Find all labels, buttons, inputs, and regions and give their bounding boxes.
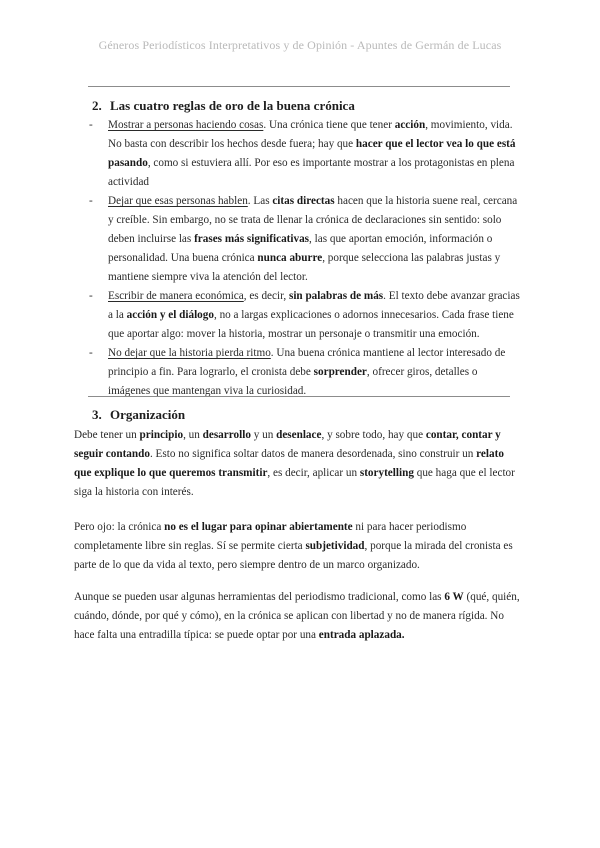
section-3-number: 3. — [92, 407, 102, 422]
text-run: , como si estuviera allí. Por eso es importante mostrar a los protagonistas en plena actividad — [108, 157, 515, 188]
bold-phrase: relato que explique lo que queremos transmitir — [74, 448, 504, 479]
section-2-heading — [92, 98, 355, 114]
page-header: Géneros Periodísticos Interpretativos y de Opinión - Apuntes de Germán de Lucas — [98, 38, 502, 52]
rule-item — [89, 287, 521, 344]
text-run: , porque la mirada del cronista es parte de lo que da vida al texto, pero siempre dentro de un marco organizado. — [74, 540, 513, 571]
text-run: Debe tener un — [74, 429, 140, 441]
top-divider — [88, 86, 510, 87]
bold-phrase: no es el lugar para opinar abiertamente — [164, 521, 353, 533]
text-run: . Las — [247, 195, 273, 207]
text-run: que haga que el lector siga la historia con interés. — [74, 467, 515, 498]
organization-paragraph-2 — [74, 518, 524, 575]
list-dash: - — [89, 290, 93, 302]
text-run: , ofrecer giros, detalles o imágenes que mantengan viva la curiosidad. — [108, 366, 478, 397]
bold-phrase: frases más significativas — [194, 233, 310, 245]
bold-phrase: sin palabras de más — [288, 290, 384, 302]
text-run: Aunque se pueden usar algunas herramientas del periodismo tradicional, como las — [74, 591, 445, 603]
text-run: y un — [250, 429, 277, 441]
text-run: , un — [183, 429, 203, 441]
bold-phrase: desenlace — [276, 429, 322, 441]
list-dash: - — [89, 195, 93, 207]
text-run: , movimiento, vida. No basta con describir los hechos desde fuera; hay que — [108, 119, 513, 150]
bold-phrase: storytelling — [359, 467, 414, 479]
bold-phrase: sorprender — [313, 366, 367, 378]
organization-paragraph-1 — [74, 426, 524, 502]
text-run: , y sobre todo, hay que — [321, 429, 426, 441]
text-run: , porque selecciona las palabras justas y mantiene siempre viva la atención del lector. — [108, 252, 501, 283]
rule-title: No dejar que la historia pierda ritmo — [108, 347, 271, 359]
bold-phrase: citas directas — [272, 195, 335, 207]
text-run: hacen que la historia suene real, cercana y creíble. Sin embargo, no se trata de llenar la crónica de declaraciones sin sentido: solo deben incluirse las — [108, 195, 518, 245]
bold-phrase: entrada aplazada. — [318, 629, 405, 641]
text-run: ni para hacer periodismo completamente libre sin reglas. Sí se permite cierta — [74, 521, 467, 552]
organization-paragraph-3 — [74, 588, 524, 645]
bold-phrase: 6 W — [444, 591, 464, 603]
rule-item — [89, 116, 521, 192]
bold-phrase: subjetividad — [305, 540, 365, 552]
golden-rules-list — [89, 116, 521, 401]
rule-title: Mostrar a personas haciendo cosas — [108, 119, 264, 131]
section-3-title: Organización — [110, 407, 186, 422]
list-dash: - — [89, 119, 93, 131]
text-run: . Una buena crónica mantiene al lector interesado de principio a fin. Para lograrlo, el cronista debe — [108, 347, 506, 378]
text-run: . Una crónica tiene que tener — [263, 119, 395, 131]
list-dash: - — [89, 347, 93, 359]
rule-item — [89, 192, 521, 287]
section-2-title: Las cuatro reglas de oro de la buena crónica — [110, 98, 355, 113]
text-run: . El texto debe avanzar gracias a la — [108, 290, 520, 321]
text-run: , es decir, aplicar un — [267, 467, 360, 479]
text-run: , es decir, — [243, 290, 289, 302]
text-run: , las que aportan emoción, información o personalidad. Una buena crónica — [108, 233, 493, 264]
bold-phrase: contar, contar y seguir contando — [74, 429, 501, 460]
rule-title: Escribir de manera económica — [108, 290, 244, 302]
bold-phrase: hacer que el lector vea lo que está pasando — [108, 138, 516, 169]
bold-phrase: nunca aburre — [257, 252, 323, 264]
section-divider — [88, 396, 510, 397]
text-run: (qué, quién, cuándo, dónde, por qué y cómo), en la crónica se aplican con libertad y no de manera rígida. No hace falta una entradilla típica: se puede optar por una — [74, 591, 520, 641]
section-3-heading — [92, 407, 185, 423]
bold-phrase: desarrollo — [202, 429, 251, 441]
text-run: . Esto no significa soltar datos de manera desordenada, sino construir un — [149, 448, 477, 460]
bold-phrase: principio — [139, 429, 184, 441]
rule-item — [89, 344, 521, 401]
rule-title: Dejar que esas personas hablen — [108, 195, 248, 207]
bold-phrase: acción — [394, 119, 426, 131]
bold-phrase: acción y el diálogo — [126, 309, 214, 321]
text-run: , no a largas explicaciones o adornos innecesarios. Cada frase tiene que aportar algo: mover la historia, mostrar un personaje o transmitir una emoción. — [108, 309, 514, 340]
section-2-number: 2. — [92, 98, 102, 113]
text-run: Pero ojo: la crónica — [74, 521, 165, 533]
